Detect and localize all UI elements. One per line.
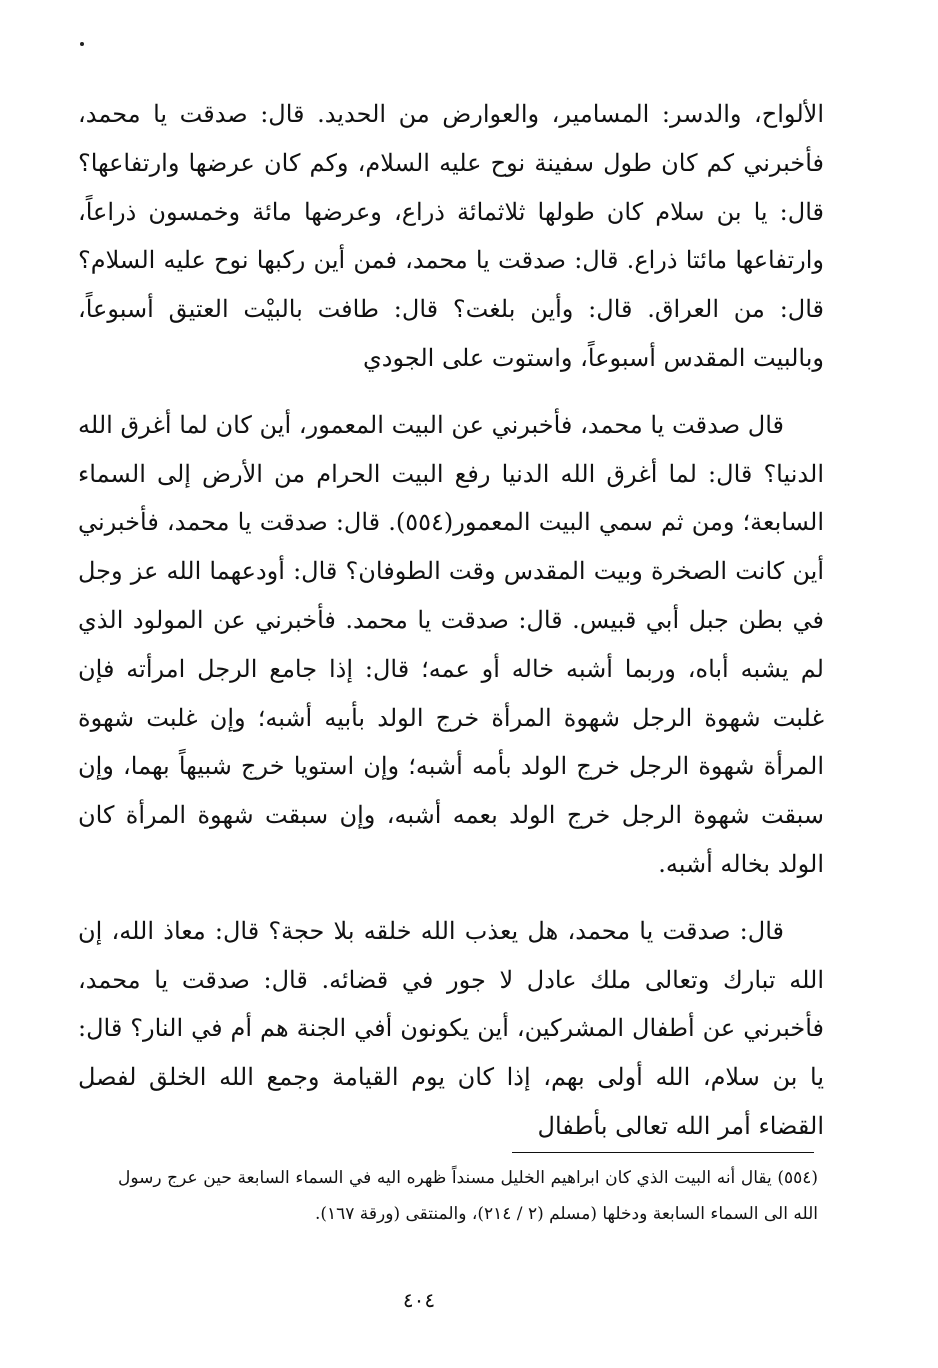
main-text bbox=[78, 90, 824, 1151]
footnote: (٥٥٤) يقال أنه البيت الذي كان ابراهيم الخليل مسنداً ظهره اليه في السماء السابعة حين عرج رسول الله الى السماء السابعة ودخلها (مسلم (٢ / ٢١٤)، والمنتقى (ورقة ١٦٧). bbox=[118, 1168, 818, 1224]
footnote-separator bbox=[512, 1152, 814, 1153]
paragraph-1: الألواح، والدسر: المسامير، والعوارض من الحديد. قال: صدقت يا محمد، فأخبرني كم كان طول سفينة نوح عليه السلام، وكم كان عرضها وارتفاعها؟ قال: يا بن سلام كان طولها ثلاثمائة ذراع، وعرضها مائة وخمسون ذراعاً، وارتفاعها مائتا ذراع. قال: صدقت يا محمد، فمن أين ركبها نوح عليه السلام؟ قال: من العراق. قال: وأين بلغت؟ قال: طافت بالبيْت العتيق أسبوعاً، وبالبيت المقدس أسبوعاً، واستوت على الجودي bbox=[78, 100, 824, 372]
page-number: ٤٠٤ bbox=[402, 1288, 436, 1312]
paragraph-3: قال: صدقت يا محمد، هل يعذب الله خلقه بلا حجة؟ قال: معاذ الله، إن الله تبارك وتعالى ملك عادل لا جور في قضائه. قال: صدقت يا محمد، فأخبرني عن أطفال المشركين، أين يكونون أفي الجنة هم أم في النار؟ قال: يا بن سلام، الله أولى بهم، إذا كان يوم القيامة وجمع الله الخلق لفصل القضاء أمر الله تعالى بأطفال bbox=[78, 916, 824, 1140]
scan-speck bbox=[80, 42, 84, 46]
paragraph-2: قال صدقت يا محمد، فأخبرني عن البيت المعمور، أين كان لما أغرق الله الدنيا؟ قال: لما أغرق الله الدنيا رفع البيت الحرام من الأرض إلى السماء السابعة؛ ومن ثم سمي البيت المعمور(٥٥٤). قال: صدقت يا محمد، فأخبرني أين كانت الصخرة وبيت المقدس وقت الطوفان؟ قال: أودعهما الله عز وجل في بطن جبل أبي قبيس. قال: صدقت يا محمد. فأخبرني عن المولود الذي لم يشبه أباه، وربما أشبه خاله أو عمه؛ قال: إذا جامع الرجل امرأته فإن غلبت شهوة الرجل شهوة المرأة خرج الولد بأبيه أشبه؛ وإن غلبت شهوة المرأة شهوة الرجل خرج الولد بأمه أشبه؛ وإن استويا خرج شبيهاً بهما، وإن سبقت شهوة الرجل خرج الولد بعمه أشبه، وإن سبقت شهوة المرأة كان الولد بخاله أشبه. bbox=[78, 410, 824, 878]
